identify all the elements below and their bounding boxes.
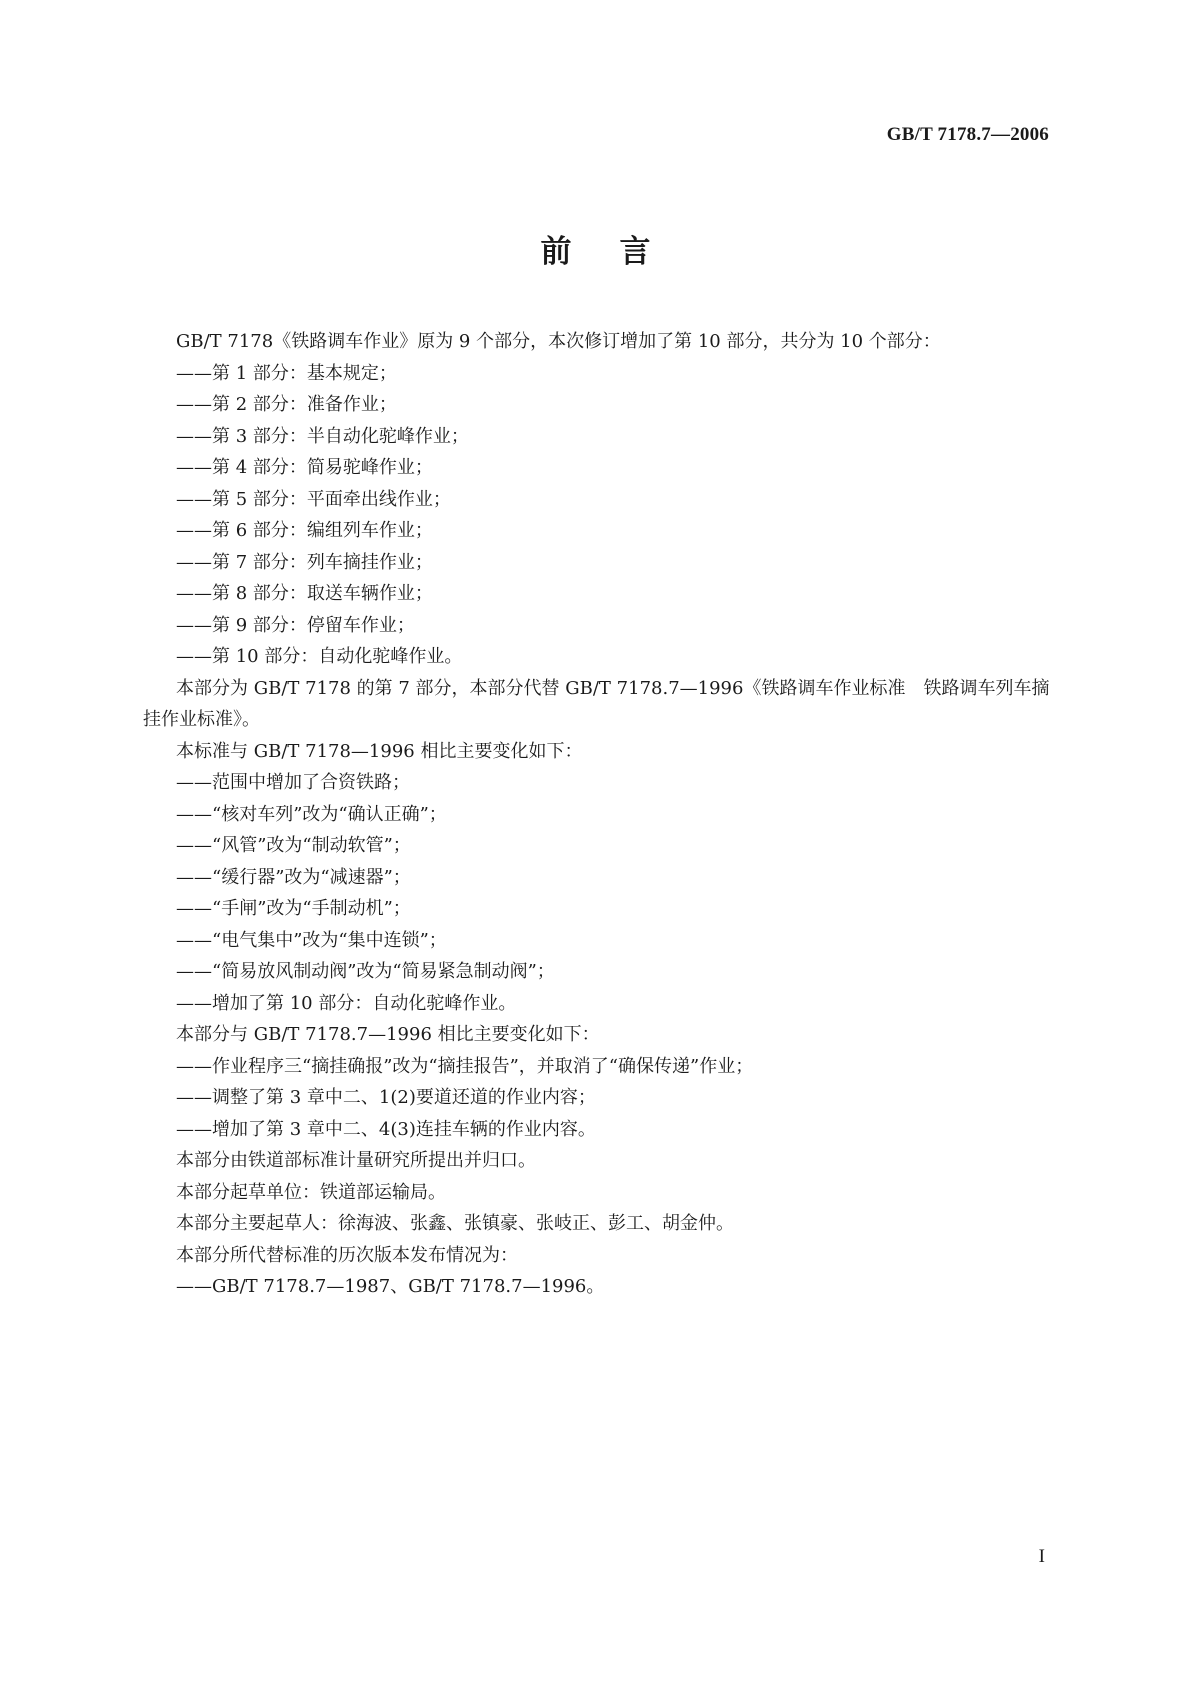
list-item: ——第 2 部分：准备作业； [176, 394, 397, 415]
list-item: ——调整了第 3 章中二、1(2)要道还道的作业内容； [176, 1087, 596, 1108]
history-list [143, 1271, 1056, 1303]
list-item: ——第 9 部分：停留车作业； [176, 614, 415, 636]
list-item: ——第 8 部分：取送车辆作业； [176, 583, 433, 604]
list-item: ——“简易放风制动阀”改为“简易紧急制动阀”； [176, 961, 555, 982]
std-changes-list [143, 767, 1056, 1019]
list-item: ——第 4 部分：简易驼峰作业； [176, 457, 433, 478]
list-item: ——“电气集中”改为“集中连锁”； [176, 929, 447, 951]
list-item: ——作业程序三“摘挂确报”改为“摘挂报告”，并取消了“确保传递”作业； [176, 1055, 754, 1077]
list-item: ——“缓行器”改为“减速器”； [176, 866, 411, 888]
part-changes-list [143, 1051, 1056, 1146]
drafters-paragraph: 本部分主要起草人：徐海波、张鑫、张镇豪、张岐正、彭工、胡金仲。 [176, 1213, 734, 1234]
drafting-unit-paragraph: 本部分起草单位：铁道部运输局。 [176, 1181, 446, 1203]
page-number: I [1038, 1546, 1045, 1567]
list-item: ——第 6 部分：编组列车作业； [176, 520, 433, 541]
list-item: ——“风管”改为“制动软管”； [176, 835, 411, 856]
list-item: ——第 1 部分：基本规定； [176, 362, 397, 384]
list-item: ——第 5 部分：平面牵出线作业； [176, 488, 451, 510]
replace-paragraph: 本部分为 GB/T 7178 的第 7 部分，本部分代替 GB/T 7178.7—1996《铁路调车作业标准 铁路调车列车摘挂作业标准》。 [143, 677, 1050, 730]
list-item: ——第 7 部分：列车摘挂作业； [176, 551, 433, 573]
history-heading: 本部分所代替标准的历次版本发布情况为： [176, 1244, 518, 1266]
page-title: 前言 [540, 234, 699, 270]
list-item: ——增加了第 10 部分：自动化驼峰作业。 [176, 992, 517, 1014]
list-item: ——“手闸”改为“手制动机”； [176, 898, 411, 919]
foreword-body [143, 326, 1056, 1303]
list-item: ——范围中增加了合资铁路； [176, 772, 410, 793]
parts-list [143, 358, 1056, 673]
list-item: ——第 10 部分：自动化驼峰作业。 [176, 646, 463, 667]
intro-paragraph: GB/T 7178《铁路调车作业》原为 9 个部分，本次修订增加了第 10 部分，共分为 10 个部分： [176, 331, 941, 352]
list-item: ——第 3 部分：半自动化驼峰作业； [176, 425, 469, 447]
std-changes-heading: 本标准与 GB/T 7178—1996 相比主要变化如下： [176, 740, 583, 762]
list-item: ——“核对车列”改为“确认正确”； [176, 803, 447, 825]
part-changes-heading: 本部分与 GB/T 7178.7—1996 相比主要变化如下： [176, 1024, 600, 1045]
list-item: ——GB/T 7178.7—1987、GB/T 7178.7—1996。 [176, 1276, 605, 1297]
list-item: ——增加了第 3 章中二、4(3)连挂车辆的作业内容。 [176, 1118, 596, 1140]
proposed-by-paragraph: 本部分由铁道部标准计量研究所提出并归口。 [176, 1150, 536, 1171]
standard-code: GB/T 7178.7—2006 [886, 124, 1049, 145]
